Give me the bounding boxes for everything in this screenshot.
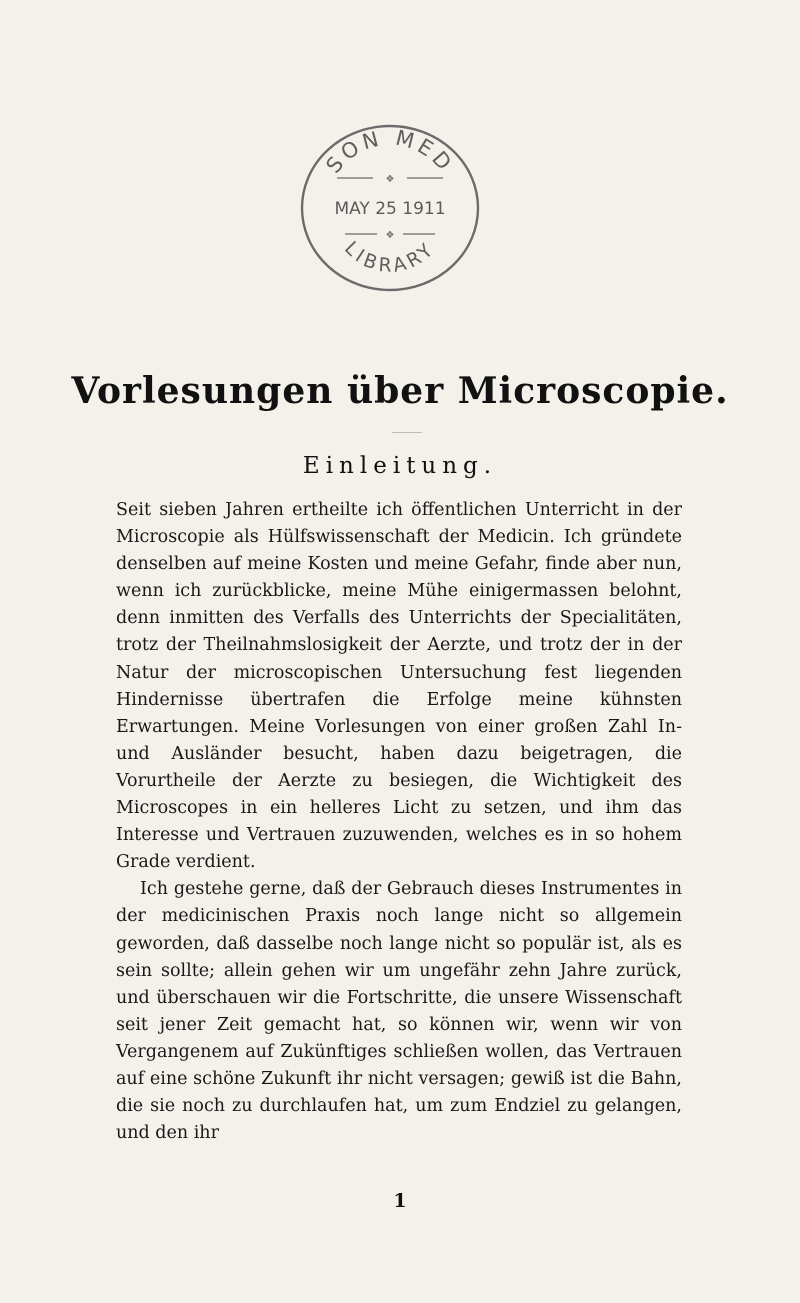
paragraph: Ich gestehe gerne, daß der Gebrauch dieses Instrumentes in der medicinischen Praxis noch lange nicht so allgemein geworden, daß dasselbe noch lange nicht so populär ist, als es sein sollte; allein gehen wir um ungefähr zehn Jahre zurück, und überschauen wir die Fortschritte, die unsere Wissenschaft seit jener Zeit gemacht hat, so können wir, wenn wir von Vergangenem auf Zukünftiges schließen wollen, das Vertrauen auf eine schöne Zukunft ihr nicht versagen; gewiß ist die Bahn, die sie noch zu durchlaufen hat, um zum Endziel zu gelangen, und den ihr bbox=[116, 879, 682, 1144]
stamp-date: MAY 25 1911 bbox=[334, 199, 446, 219]
svg-text:❖: ❖ bbox=[385, 174, 395, 185]
body-text bbox=[116, 497, 682, 1147]
stamp-bottom-text: LIBRARY bbox=[340, 237, 440, 277]
page-number: 1 bbox=[393, 1190, 407, 1212]
svg-text:LIBRARY bbox=[340, 237, 440, 277]
library-stamp bbox=[295, 120, 485, 295]
svg-text:SON MED bbox=[321, 126, 458, 178]
svg-text:❖: ❖ bbox=[385, 230, 395, 241]
title-divider bbox=[392, 432, 422, 433]
library-stamp-graphic bbox=[295, 120, 485, 295]
section-heading: Einleitung. bbox=[302, 453, 498, 479]
document-title: Vorlesungen über Microscopie. bbox=[71, 370, 729, 412]
stamp-top-text: SON MED bbox=[321, 125, 459, 178]
paragraph: Seit sieben Jahren ertheilte ich öffentlichen Unterricht in der Microscopie als Hülfswissenschaft der Medicin. Ich gründete denselben auf meine Kosten und meine Gefahr, finde aber nun, wenn ich zurückblicke, meine Mühe einigermassen belohnt, denn inmitten des Verfalls des Unterrichts der Specialitäten, trotz der Theilnahmslosigkeit der Aerzte, und trotz der in der Natur der microscopischen Untersuchung fest liegenden Hindernisse übertrafen die Erfolge meine kühnsten Erwartungen. Meine Vorlesungen von einer großen Zahl In- und Ausländer besucht, haben dazu beigetragen, die Vorurtheile der Aerzte zu besiegen, die Wichtigkeit des Microscopes in ein helleres Licht zu setzen, und ihm das Interesse und Vertrauen zuzuwenden, welches es in so hohem Grade verdient. bbox=[116, 500, 682, 873]
